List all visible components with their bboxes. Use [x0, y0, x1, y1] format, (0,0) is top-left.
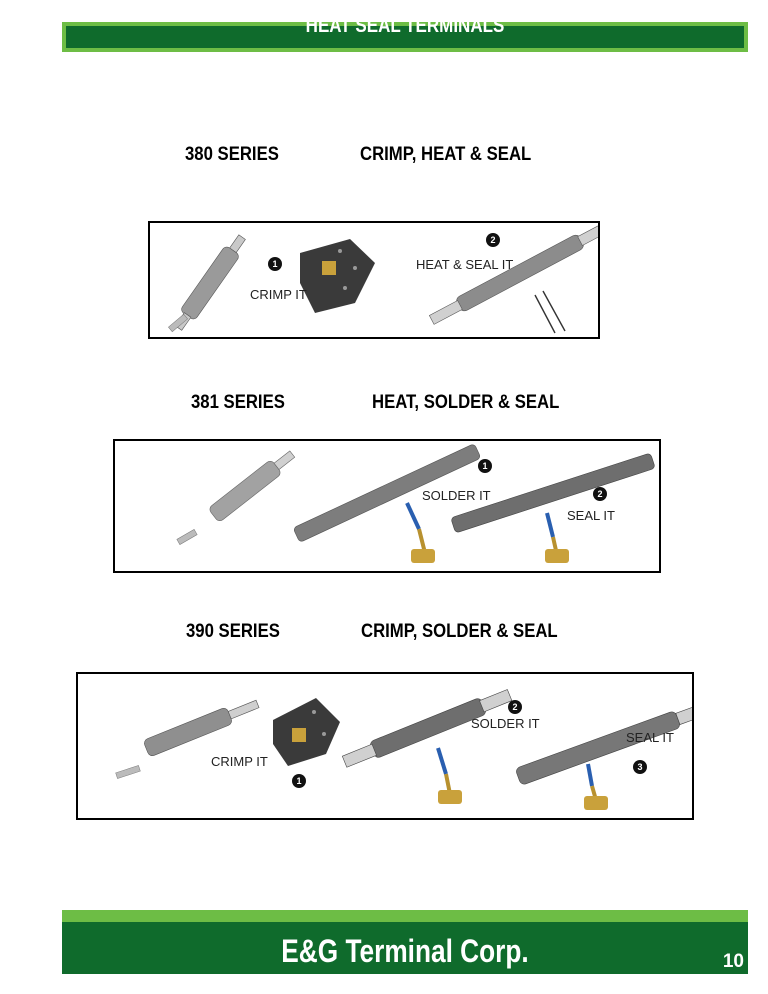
step-label-solder: SOLDER IT — [471, 716, 540, 731]
series-380-panel — [148, 221, 600, 339]
step-number-badge: 2 — [486, 233, 500, 247]
step-label-heat-seal: HEAT & SEAL IT — [416, 257, 514, 272]
page-title: HEAT SEAL TERMINALS — [305, 15, 505, 37]
step-number-badge: 2 — [508, 700, 522, 714]
series-380-title: 380 SERIES — [185, 144, 279, 165]
series-380-process: CRIMP, HEAT & SEAL — [360, 144, 532, 165]
footer-band-accent — [62, 910, 748, 922]
series-390-title: 390 SERIES — [186, 621, 280, 642]
terminal-crimp-illustration — [150, 223, 598, 337]
series-381-process: HEAT, SOLDER & SEAL — [372, 392, 560, 413]
terminal-solder-illustration — [115, 441, 659, 571]
step-label-solder: SOLDER IT — [422, 488, 491, 503]
step-label-crimp: CRIMP IT — [211, 754, 268, 769]
step-number-badge: 3 — [633, 760, 647, 774]
step-label-seal: SEAL IT — [626, 730, 674, 745]
series-381-panel — [113, 439, 661, 573]
step-number-badge: 1 — [292, 774, 306, 788]
company-name: E&G Terminal Corp. — [281, 933, 529, 969]
header-banner — [62, 15, 748, 52]
step-number-badge: 1 — [478, 459, 492, 473]
terminal-crimp-solder-illustration — [78, 674, 692, 818]
series-390-panel — [76, 672, 694, 820]
step-label-crimp: CRIMP IT — [250, 287, 307, 302]
step-number-badge: 1 — [268, 257, 282, 271]
page-number: 10 — [722, 951, 744, 972]
step-label-seal: SEAL IT — [567, 508, 615, 523]
series-381-title: 381 SERIES — [191, 392, 285, 413]
series-390-process: CRIMP, SOLDER & SEAL — [361, 621, 558, 642]
step-number-badge: 2 — [593, 487, 607, 501]
